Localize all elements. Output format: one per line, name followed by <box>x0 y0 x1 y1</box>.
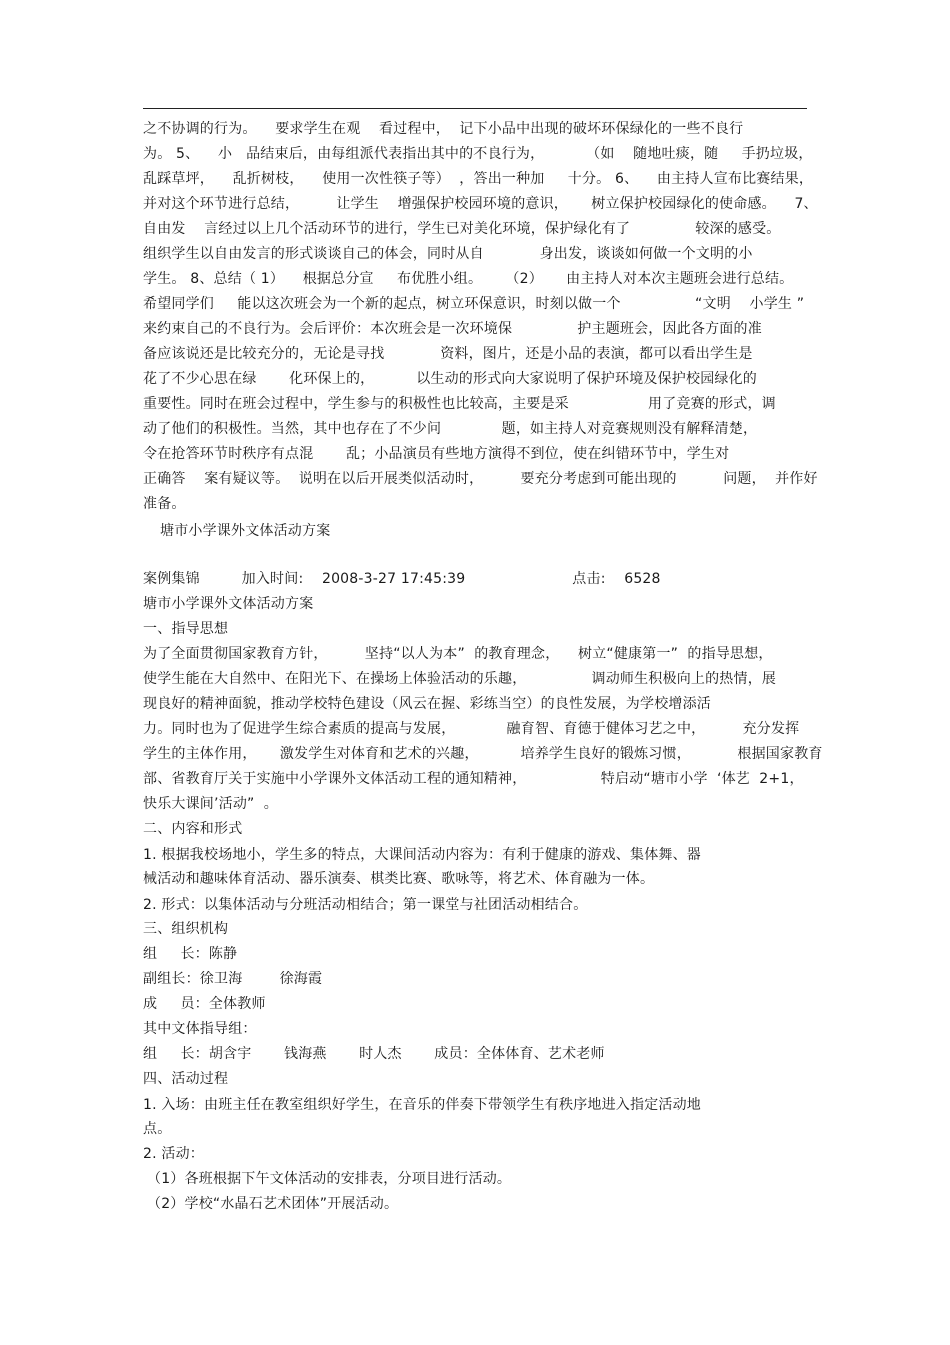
section-heading: 三、组织机构 <box>143 921 229 937</box>
paragraph-line: 点。 <box>143 1121 172 1137</box>
paragraph-line: 1. 入场：由班主任在教室组织好学生，在音乐的伴奏下带领学生有秩序地进入指定活动地 <box>143 1097 702 1113</box>
list-item: 组 长：陈静 <box>143 946 238 962</box>
paragraph-line: 重要性。同时在班会过程中，学生参与的积极性也比较高，主要是采 用了竞赛的形式，调 <box>143 396 776 412</box>
article-title: 塘市小学课外文体活动方案 <box>160 523 331 539</box>
list-item: （1）各班根据下午文体活动的安排表，分项目进行活动。 <box>147 1171 512 1187</box>
paragraph-line: 乱踩草坪， 乱折树枝， 使用一次性筷子等） ，答出一种加 十分。 6、 由主持人宣布比赛结果， <box>143 171 814 187</box>
paragraph-line: 学生。 8、总结（ 1） 根据总分宣 布优胜小组。 （2） 由主持人对本次主题班会进行总结。 <box>143 271 794 287</box>
paragraph-line: 学生的主体作用， 激发学生对体育和艺术的兴趣， 培养学生良好的锻炼习惯， 根据国家教育 <box>143 746 823 762</box>
paragraph-line: 械活动和趣味体育活动、器乐演奏、棋类比赛、歌咏等，将艺术、体育融为一体。 <box>143 871 655 887</box>
paragraph-line: 为。 5、 小 品结束后，由每组派代表指出其中的不良行为， （如 随地吐痰，随 手扔垃圾， <box>143 146 813 162</box>
list-item: 成 员：全体教师 <box>143 996 266 1012</box>
paragraph-line: 动了他们的积极性。当然，其中也存在了不少问 题，如主持人对竞赛规则没有解释清楚， <box>143 421 758 437</box>
meta-line: 案例集锦 加入时间: 2008-3-27 17:45:39 点击: 6528 <box>143 571 661 587</box>
body-title: 塘市小学课外文体活动方案 <box>143 596 314 612</box>
paragraph-line: 来约束自己的不良行为。会后评价：本次班会是一次环境保 护主题班会，因此各方面的准 <box>143 321 762 337</box>
paragraph-line: 花了不少心思在绿 化环保上的， 以生动的形式向大家说明了保护环境及保护校园绿化的 <box>143 371 758 387</box>
paragraph-line: 希望同学们 能以这次班会为一个新的起点，树立环保意识，时刻以做一个 “文明 小学生 ” <box>143 296 805 312</box>
paragraph-line: 并对这个环节进行总结， 让学生 增强保护校园环境的意识， 树立保护校园绿化的使命感。 7、 <box>143 196 818 212</box>
paragraph-line: 快乐大课间’活动” 。 <box>143 796 279 812</box>
paragraph-line: 2. 形式：以集体活动与分班活动相结合；第一课堂与社团活动相结合。 <box>143 897 588 913</box>
paragraph-line: 之不协调的行为。 要求学生在观 看过程中， 记下小品中出现的破坏环保绿化的一些不良行 <box>143 121 744 137</box>
section-heading: 四、活动过程 <box>143 1071 229 1087</box>
paragraph-line: 准备。 <box>143 496 186 512</box>
paragraph-line: 备应该说还是比较充分的，无论是寻找 资料，图片，还是小品的表演，都可以看出学生是 <box>143 346 753 362</box>
paragraph-line: 现良好的精神面貌，推动学校特色建设（风云在握、彩练当空）的良性发展，为学校增添活 <box>143 696 711 712</box>
list-item: 组 长：胡含宇 钱海燕 时人杰 成员：全体体育、艺术老师 <box>143 1046 605 1062</box>
list-item: 其中文体指导组： <box>143 1021 257 1037</box>
header-rule <box>143 108 807 109</box>
paragraph-line: 1. 根据我校场地小，学生多的特点，大课间活动内容为：有利于健康的游戏、集体舞、器 <box>143 847 702 863</box>
paragraph-line: 组织学生以自由发言的形式谈谈自己的体会，同时从自 身出发，谈谈如何做一个文明的小 <box>143 246 753 262</box>
paragraph-line: 正确答 案有疑议等。 说明在以后开展类似活动时， 要充分考虑到可能出现的 问题， 并作好 <box>143 471 818 487</box>
paragraph-line: 令在抢答环节时秩序有点混 乱；小品演员有些地方演得不到位，使在纠错环节中，学生对 <box>143 446 730 462</box>
section-heading: 一、指导思想 <box>143 621 229 637</box>
paragraph-line: 力。同时也为了促进学生综合素质的提高与发展， 融育智、育德于健体习艺之中， 充分发挥 <box>143 721 800 737</box>
list-item: 副组长：徐卫海 徐海霞 <box>143 971 323 987</box>
paragraph-line: 使学生能在大自然中、在阳光下、在操场上体验活动的乐趣， 调动师生积极向上的热情，展 <box>143 671 777 687</box>
paragraph-line: 2. 活动： <box>143 1146 205 1162</box>
paragraph-line: 为了全面贯彻国家教育方针， 坚持“以人为本” 的教育理念， 树立“健康第一” 的指导思想， <box>143 646 773 662</box>
section-heading: 二、内容和形式 <box>143 821 243 837</box>
paragraph-line: 部、省教育厅关于实施中小学课外文体活动工程的通知精神， 特启动“塘市小学 ‘体艺 2+1， <box>143 771 804 787</box>
paragraph-line: 自由发 言经过以上几个活动环节的进行，学生已对美化环境，保护绿化有了 较深的感受。 <box>143 221 781 237</box>
list-item: （2）学校“水晶石艺术团体”开展活动。 <box>147 1196 399 1212</box>
